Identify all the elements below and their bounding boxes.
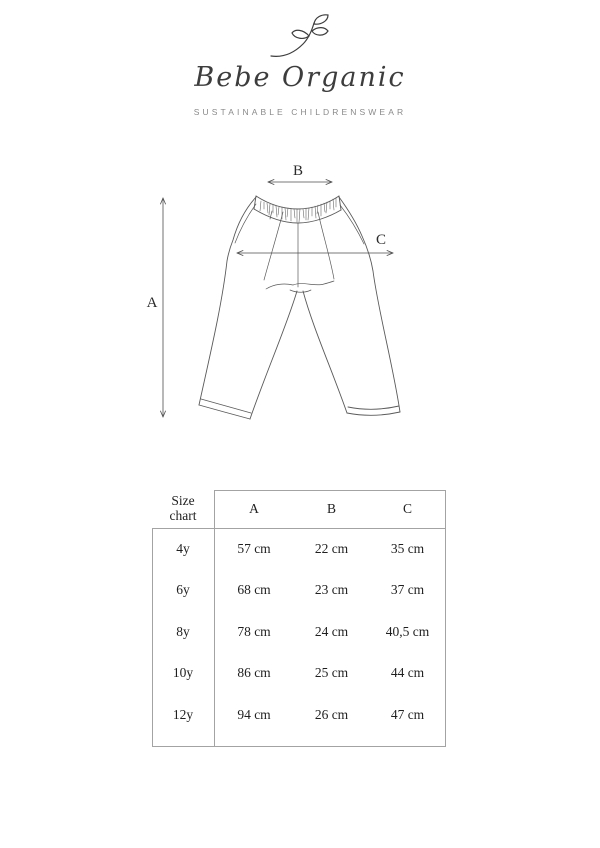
table-cell: 86 cm	[237, 665, 271, 681]
pants-outline	[199, 197, 400, 419]
measure-label-b: B	[292, 163, 303, 179]
table-cell: 24 cm	[314, 623, 349, 639]
table-cell: 25 cm	[314, 665, 349, 681]
table-col-header-b: B	[326, 501, 336, 516]
table-row-label: 8y	[176, 623, 190, 639]
table-cell: 57 cm	[237, 540, 271, 556]
corner-line2: chart	[169, 508, 197, 523]
table-row-label: 4y	[176, 540, 190, 556]
size-chart-table	[152, 490, 446, 747]
brand-tagline: SUSTAINABLE CHILDRENSWEAR	[193, 107, 407, 117]
table-corner-header	[152, 490, 214, 528]
table-cell: 23 cm	[314, 582, 349, 598]
pants-drawing	[0, 150, 600, 440]
table-cell: 37 cm	[390, 582, 425, 598]
measure-label-a: A	[146, 295, 158, 311]
measure-arrow-b	[268, 180, 332, 185]
table-cell: 94 cm	[237, 706, 271, 722]
leaf-sprig-icon	[265, 14, 335, 58]
table-cell: 40,5 cm	[385, 623, 430, 639]
table-grid	[152, 490, 446, 747]
table-cell: 35 cm	[390, 540, 425, 556]
table-cell: 68 cm	[237, 582, 271, 598]
brand-header	[0, 0, 600, 117]
table-row-label: 12y	[172, 706, 194, 722]
table-cell: 78 cm	[237, 623, 271, 639]
waistband	[254, 196, 341, 223]
brand-name: Bebe Organic	[194, 62, 406, 93]
table-col-header-a: A	[249, 501, 259, 516]
table-cell: 22 cm	[314, 540, 349, 556]
table-row-label: 10y	[172, 665, 194, 681]
table-cell: 47 cm	[390, 706, 425, 722]
measure-arrow-a	[161, 198, 166, 417]
measure-label-c: C	[375, 232, 386, 248]
table-row-label: 6y	[176, 582, 190, 598]
table-cell: 44 cm	[390, 665, 425, 681]
measurement-diagram	[0, 150, 600, 440]
table-col-header-c: C	[402, 501, 412, 516]
table-cell: 26 cm	[314, 706, 349, 722]
corner-line1: Size	[171, 493, 195, 509]
